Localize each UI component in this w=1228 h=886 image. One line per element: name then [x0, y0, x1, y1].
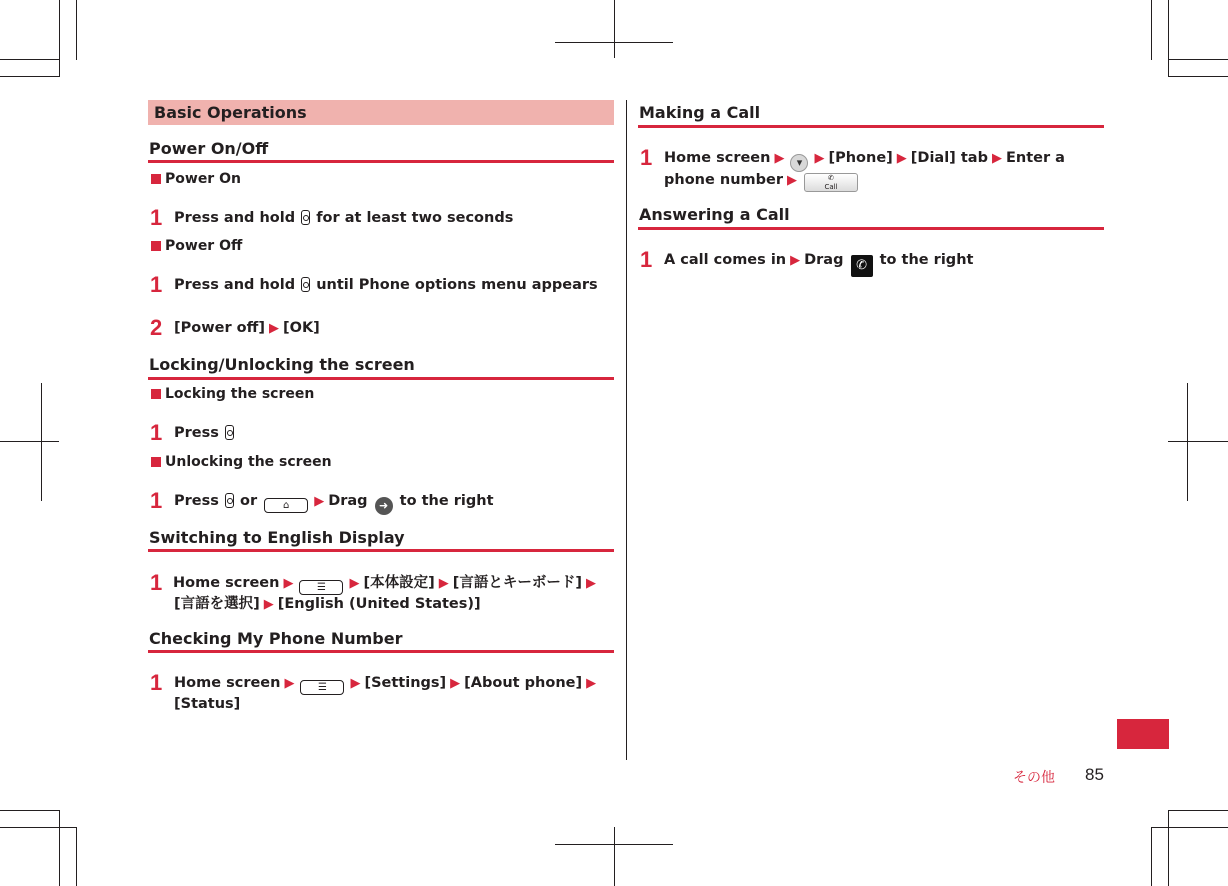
heading-english: Switching to English Display: [149, 528, 405, 547]
triangle-right-icon: ▶: [314, 494, 325, 509]
call-button-icon: ✆ Call: [804, 173, 858, 192]
step-number: 1: [640, 145, 653, 170]
heading-rule: [638, 125, 1104, 128]
triangle-right-icon: ▶: [774, 151, 785, 166]
step-number: 1: [640, 247, 653, 272]
heading-lock: Locking/Unlocking the screen: [149, 355, 415, 374]
step-number: 2: [150, 315, 163, 340]
heading-rule: [148, 377, 614, 380]
step-number: 1: [150, 670, 163, 695]
triangle-right-icon: ▶: [586, 576, 596, 591]
heading-number: Checking My Phone Number: [149, 629, 403, 648]
triangle-right-icon: ▶: [586, 676, 597, 691]
step-unlock: Press or ⌂ ▶ Drag ➜ to the right: [174, 491, 494, 515]
step-number: 1: [150, 420, 163, 445]
triangle-right-icon: ▶: [350, 676, 361, 691]
power-key-icon: [225, 425, 234, 440]
heading-answer: Answering a Call: [639, 205, 790, 224]
bullet-unlock: Unlocking the screen: [151, 454, 332, 470]
heading-rule: [148, 650, 614, 653]
triangle-right-icon: ▶: [991, 151, 1002, 166]
triangle-right-icon: ▶: [787, 173, 797, 188]
triangle-right-icon: ▶: [896, 151, 907, 166]
step-power-on: Press and hold for at least two seconds: [174, 210, 514, 226]
menu-key-icon: ☰: [300, 680, 344, 695]
step-power-off-2: [Power off] ▶ [OK]: [174, 320, 320, 336]
bullet-lock: Locking the screen: [151, 386, 314, 402]
step-call-1: Home screen ▶ ▾ ▶ [Phone] ▶ [Dial] tab ▶ Enter a: [664, 148, 1065, 172]
step-number: 1: [150, 272, 163, 297]
triangle-right-icon: ▶: [814, 151, 825, 166]
triangle-right-icon: ▶: [438, 576, 449, 591]
home-key-icon: ⌂: [264, 498, 308, 513]
triangle-right-icon: ▶: [349, 576, 360, 591]
step-answer: A call comes in ▶ Drag ✆ to the right: [664, 250, 973, 277]
step-power-off-1: Press and hold until Phone options menu appears: [174, 277, 598, 293]
footer-section-label: その他: [1013, 770, 1055, 786]
triangle-right-icon: ▶: [790, 253, 801, 268]
step-number: 1: [150, 488, 163, 513]
heading-power: Power On/Off: [149, 139, 269, 158]
page-number: 85: [1085, 765, 1104, 784]
app-drawer-icon: ▾: [790, 154, 808, 172]
triangle-right-icon: ▶: [450, 676, 461, 691]
heading-rule: [638, 227, 1104, 230]
unlock-arrow-icon: ➜: [375, 497, 393, 515]
answer-handle-icon: ✆: [851, 255, 873, 277]
heading-call: Making a Call: [639, 103, 761, 122]
triangle-right-icon: ▶: [263, 597, 274, 612]
menu-key-icon: ☰: [299, 580, 343, 595]
power-key-icon: [301, 210, 310, 225]
power-key-icon: [225, 493, 234, 508]
step-number: 1: [150, 570, 163, 595]
section-tab: [1117, 719, 1169, 749]
triangle-right-icon: ▶: [283, 576, 294, 591]
triangle-right-icon: ▶: [284, 676, 295, 691]
section-band: Basic Operations: [148, 100, 614, 125]
bullet-power-off: Power Off: [151, 238, 242, 254]
step-english-2: [言語を選択] ▶ [English (United States)]: [174, 596, 481, 612]
triangle-right-icon: ▶: [268, 321, 279, 336]
bullet-power-on: Power On: [151, 171, 241, 187]
step-number-1: Home screen ▶ ☰ ▶ [Settings] ▶ [About phone] ▶: [174, 675, 597, 693]
power-key-icon: [301, 277, 310, 292]
step-lock: Press: [174, 423, 235, 444]
heading-rule: [148, 160, 614, 163]
step-number: 1: [150, 205, 163, 230]
step-call-2: phone number ▶ ✆ Call: [664, 170, 858, 192]
heading-rule: [148, 549, 614, 552]
step-english-1: Home screen ▶ ☰ ▶ [本体設定] ▶ [言語とキーボード] ▶: [173, 575, 596, 593]
column-divider: [626, 100, 627, 760]
step-number-2: [Status]: [174, 696, 241, 712]
